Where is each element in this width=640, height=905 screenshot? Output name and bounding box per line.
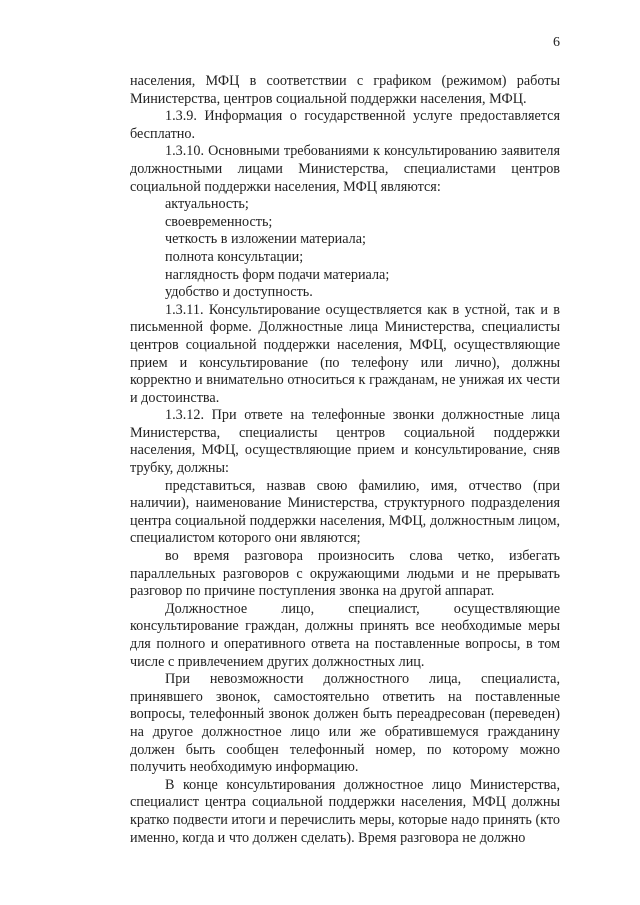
list-item: своевременность;: [165, 213, 273, 230]
paragraph-conversation: во время разговора произносить слова четко, избегать параллельных разговоров с окружающими людьми и не прерывать разговор по причине поступления звонка на другой аппарат.: [130, 548, 560, 600]
paragraph-continuation: населения, МФЦ в соответствии с графиком (режимом) работы Министерства, центров социальной поддержки населения, МФЦ.: [130, 73, 560, 107]
page-number: 6: [553, 35, 560, 50]
paragraph-official-measures: Должностное лицо, специалист, осуществляющие консультирование граждан, должны принять все необходимые меры для полного и оперативного ответа на поставленные вопросы, в том числе с привлечением других должностных лиц.: [130, 600, 560, 670]
paragraph-1-3-12: 1.3.12. При ответе на телефонные звонки должностные лица Министерства, специалисты центров социальной поддержки населения, МФЦ, осуществляющие прием и консультирование, сняв трубку, должны:: [130, 407, 560, 477]
list-item: актуальность;: [165, 196, 249, 213]
paragraph-1-3-10: 1.3.10. Основными требованиями к консультированию заявителя должностными лицами Министерства, специалистами центров социальной поддержки населения, МФЦ являются:: [130, 143, 560, 195]
list-item: полнота консультации;: [165, 248, 304, 265]
document-body: [130, 73, 560, 847]
list-item: удобство и доступность.: [165, 284, 313, 301]
paragraph-1-3-11: 1.3.11. Консультирование осуществляется как в устной, так и в письменной форме. Должностные лица Министерства, специалисты центров социальной поддержки населения, МФЦ, осуществляющие прием и консультирование (по телефону или лично), должны корректно и внимательно относиться к гражданам, не унижая их чести и достоинства.: [130, 301, 560, 406]
paragraph-conclusion: В конце консультирования должностное лицо Министерства, специалист центра социальной поддержки населения, МФЦ должны кратко подвести итоги и перечислить меры, которые надо принять (кто именно, когда и что должен сделать). Время разговора не должно: [130, 776, 560, 846]
list-item: наглядность форм подачи материала;: [165, 266, 390, 283]
paragraph-redirect: При невозможности должностного лица, специалиста, принявшего звонок, самостоятельно ответить на поставленные вопросы, телефонный звонок должен быть переадресован (переведен) на другое должностное лицо или же обратившемуся гражданину должен быть сообщен телефонный номер, по которому можно получить необходимую информацию.: [130, 671, 560, 776]
paragraph-1-3-9: 1.3.9. Информация о государственной услуге предоставляется бесплатно.: [130, 108, 560, 142]
list-item: четкость в изложении материала;: [165, 231, 367, 248]
paragraph-introduce: представиться, назвав свою фамилию, имя, отчество (при наличии), наименование Министерства, структурного подразделения центра социальной поддержки населения, МФЦ, должностным лицом, специалистом которого они являются;: [130, 477, 560, 547]
